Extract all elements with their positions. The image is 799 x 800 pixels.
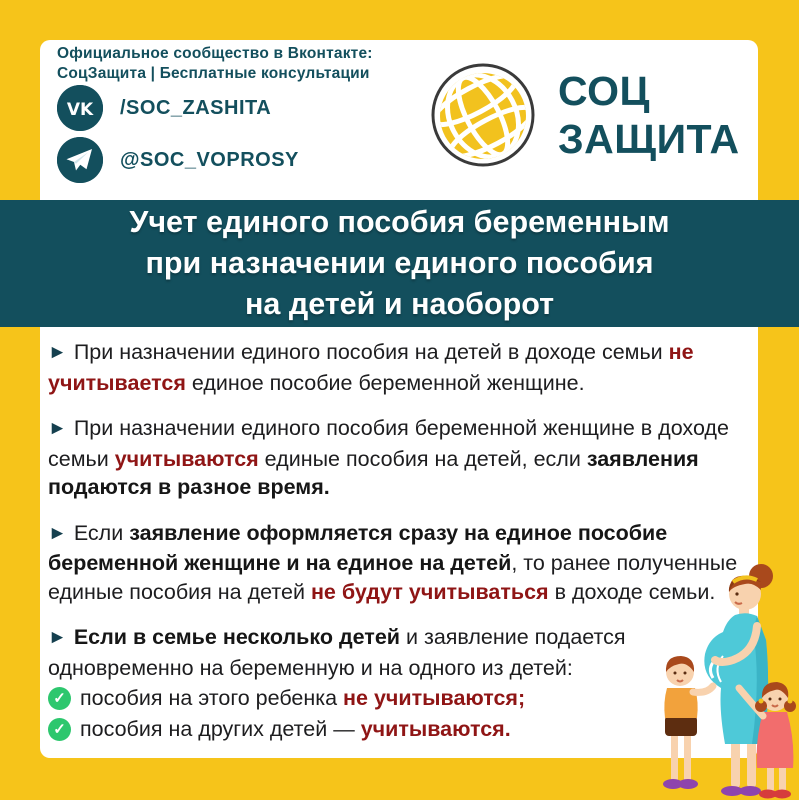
- p3-red: не будут учитываться: [310, 579, 549, 604]
- community-title-line1: Официальное сообщество в Вконтакте:: [57, 45, 373, 62]
- title-line1: Учет единого пособия беременным: [129, 205, 670, 239]
- telegram-icon: [57, 137, 103, 183]
- check2-text: пособия на других детей —: [80, 717, 361, 741]
- check2-red: учитываются.: [360, 717, 511, 741]
- community-title-line2: СоцЗащита | Бесплатные консультации: [57, 65, 370, 82]
- arrow-bullet-icon: ►: [48, 342, 67, 363]
- check1-red: не учитываются;: [343, 686, 526, 710]
- arrow-bullet-icon: ►: [48, 627, 67, 648]
- arrow-bullet-icon: ►: [48, 418, 67, 439]
- p1-text: При назначении единого пособия на детей в доходе семьи: [73, 340, 669, 364]
- p2-text2: единые пособия на детей, если: [258, 446, 587, 471]
- p4-bold: Если в семье несколько детей: [73, 625, 401, 649]
- title-line3: на детей и наоборот: [244, 287, 555, 321]
- check1-text: пособия на этого ребенка: [80, 686, 344, 710]
- p2-red: учитываются: [114, 446, 259, 471]
- vk-handle: /SOC_ZASHITA: [120, 96, 272, 119]
- p2-text: При назначении единого пособия беременной женщине в доходе семьи: [48, 416, 729, 471]
- title-banner: [0, 200, 799, 327]
- pregnant-woman-children-illustration: [649, 560, 799, 800]
- p3-bold: заявление оформляется сразу на единое пособие беременной женщине и на единое на детей: [48, 520, 668, 575]
- p1-red: не учитывается: [48, 340, 694, 395]
- logo-text: [558, 67, 740, 163]
- svg-text:VK: VK: [66, 100, 94, 120]
- title-line2: при назначении единого пособия: [145, 246, 654, 280]
- arrow-bullet-icon: ►: [48, 522, 67, 544]
- p2-bold: заявления подаются в разное время.: [48, 446, 699, 499]
- p1-text2: единое пособие беременной женщине.: [185, 370, 585, 395]
- logo-text-line1: СОЦ: [558, 68, 650, 114]
- community-title: [57, 44, 373, 84]
- vk-icon: [57, 85, 103, 131]
- check-icon: ✓: [48, 718, 71, 741]
- vk-link[interactable]: [57, 85, 271, 131]
- check1-text-wrap: [80, 684, 525, 713]
- p3-text: Если: [73, 520, 130, 545]
- tg-handle: @SOC_VOPROSY: [120, 148, 299, 171]
- telegram-link[interactable]: [57, 137, 299, 183]
- check2-text-wrap: [80, 715, 511, 744]
- check-icon: ✓: [48, 687, 71, 710]
- paragraph-1: [48, 338, 754, 397]
- soc-zashita-logo: [430, 62, 740, 168]
- p4-text: и заявление подается одновременно на беременную и на одного из детей:: [48, 625, 626, 680]
- logo-text-line2: ЗАЩИТА: [558, 116, 740, 162]
- p3-text2: , то ранее полученные единые пособия на детей: [48, 551, 738, 604]
- boy: [663, 656, 713, 789]
- p3-text3: в доходе семьи.: [548, 579, 716, 604]
- globe-icon: [430, 62, 536, 168]
- paragraph-2: [48, 414, 754, 502]
